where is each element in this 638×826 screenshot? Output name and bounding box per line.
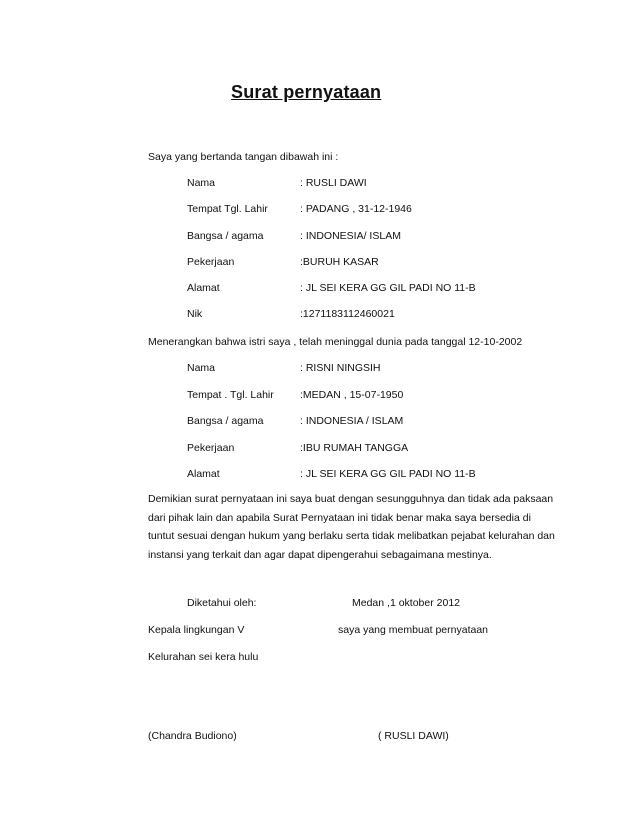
p1-birth-label: Tempat Tgl. Lahir xyxy=(187,203,268,215)
right-role: saya yang membuat pernyataan xyxy=(338,624,489,636)
document-title: Surat pernyataan xyxy=(231,82,382,102)
closing-line-1: Demikian surat pernyataan ini saya buat dengan sesungguhnya dan tidak ada paksaan xyxy=(148,493,554,505)
p1-address-label: Alamat xyxy=(187,282,220,294)
p1-nik-label: Nik xyxy=(187,308,203,320)
known-by-label: Diketahui oleh: xyxy=(187,597,257,609)
p1-job-value: :BURUH KASAR xyxy=(300,256,379,268)
place-date: Medan ,1 oktober 2012 xyxy=(352,597,460,609)
p2-job-label: Pekerjaan xyxy=(187,442,235,454)
right-signatory: ( RUSLI DAWI) xyxy=(378,730,449,742)
p2-religion-label: Bangsa / agama xyxy=(187,415,264,427)
left-office: Kelurahan sei kera hulu xyxy=(148,651,259,663)
p1-religion-label: Bangsa / agama xyxy=(187,230,264,242)
p2-job-value: :IBU RUMAH TANGGA xyxy=(300,442,409,454)
left-signatory: (Chandra Budiono) xyxy=(148,730,237,742)
p2-address-label: Alamat xyxy=(187,468,220,480)
p2-birth-value: :MEDAN , 15-07-1950 xyxy=(300,389,404,401)
p1-address-value: : JL SEI KERA GG GIL PADI NO 11-B xyxy=(300,282,476,294)
p1-name-value: : RUSLI DAWI xyxy=(300,177,367,189)
p2-religion-value: : INDONESIA / ISLAM xyxy=(300,415,404,427)
p1-birth-value: : PADANG , 31-12-1946 xyxy=(300,203,412,215)
p2-address-value: : JL SEI KERA GG GIL PADI NO 11-B xyxy=(300,468,476,480)
closing-line-4: instansi yang terkait dan agar dapat dipengerahui sebagaimana mestinya. xyxy=(148,548,492,561)
closing-paragraph xyxy=(148,490,555,564)
statement-text: Menerangkan bahwa istri saya , telah meninggal dunia pada tanggal 12-10-2002 xyxy=(148,336,523,348)
p2-birth-label: Tempat . Tgl. Lahir xyxy=(187,389,274,401)
p1-nik-value: :1271183112460021 xyxy=(300,308,395,320)
p1-name-label: Nama xyxy=(187,177,216,189)
left-role: Kepala lingkungan V xyxy=(148,624,245,636)
closing-line-3: tuntut sesuai dengan hukum yang berlaku serta tidak melibatkan pejabat kelurahan dan xyxy=(148,530,555,543)
intro-text: Saya yang bertanda tangan dibawah ini : xyxy=(148,151,339,163)
p1-religion-value: : INDONESIA/ ISLAM xyxy=(300,230,401,242)
closing-line-2: dari pihak lain dan apabila Surat Pernyataan ini tidak benar maka saya bersedia di xyxy=(148,511,531,524)
p2-name-value: : RISNI NINGSIH xyxy=(300,362,381,374)
p1-job-label: Pekerjaan xyxy=(187,256,235,268)
p2-name-label: Nama xyxy=(187,362,216,374)
